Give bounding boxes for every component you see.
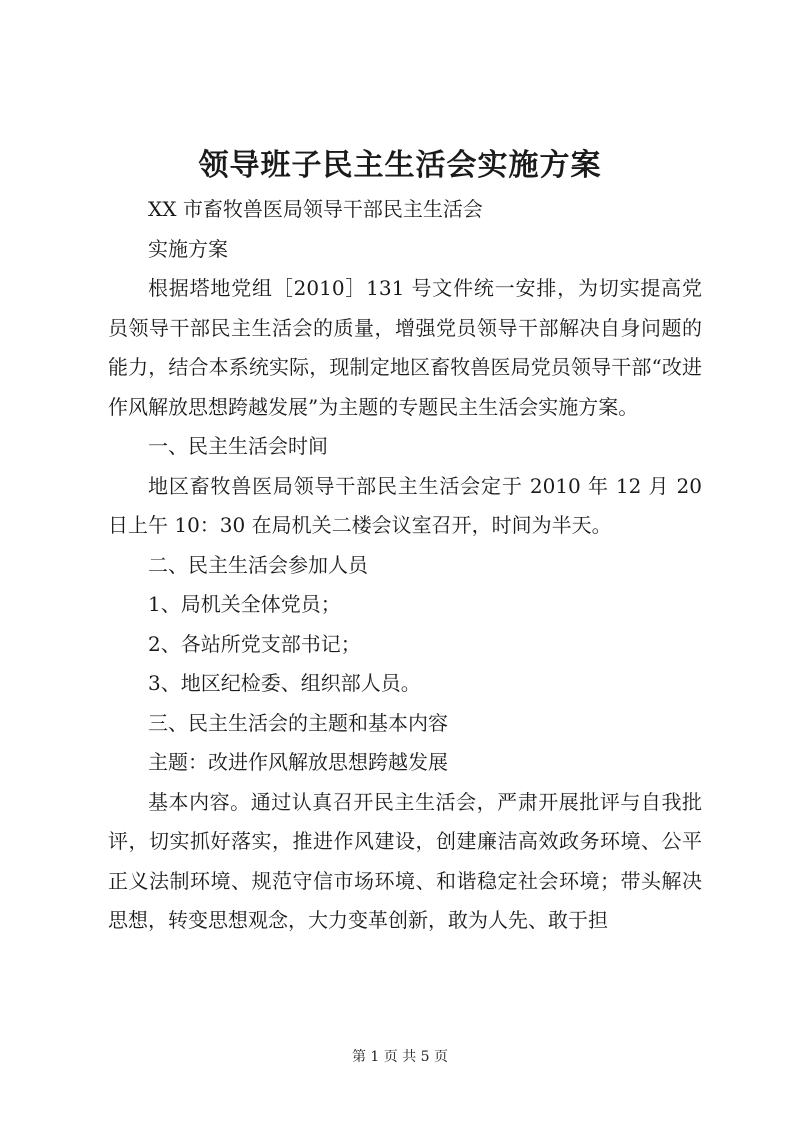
subtitle-line: 实施方案 xyxy=(148,236,228,261)
page-footer: 第 1 页 共 5 页 xyxy=(351,1049,449,1065)
list-item: 1、局机关全体党员； xyxy=(148,592,341,616)
document-title: 领导班子民主生活会实施方案 xyxy=(198,148,602,183)
list-item: 3、地区纪检委、组织部人员。 xyxy=(148,671,421,695)
list-item: 2、各站所党支部书记； xyxy=(148,631,361,656)
body-paragraph: 主题：改进作风解放思想跨越发展 xyxy=(148,750,448,774)
section-heading: 一、民主生活会时间 xyxy=(148,434,328,458)
section-heading: 三、民主生活会的主题和基本内容 xyxy=(148,710,448,735)
body-paragraph: 基本内容。通过认真召开民主生活会，严肃开展批评与自我批评，切实抓好落实，推进作风建设，创建廉洁高效政务环境、公平正义法制环境、规范守信市场环境、和谐稳定社会环境；带头解决思想，转变思想观念，大力变革创新，敢为人先、敢于担 xyxy=(108,789,702,932)
body-paragraph: 地区畜牧兽医局领导干部民主生活会定于 2010 年 12 月 20 日上午 10：30 在局机关二楼会议室召开，时间为半天。 xyxy=(108,473,702,537)
document-body xyxy=(108,190,702,941)
body-paragraph: 根据塔地党组［2010］131 号文件统一安排，为切实提高党员领导干部民主生活会的质量，增强党员领导干部解决自身问题的能力，结合本系统实际，现制定地区畜牧兽医局党员领导干部“改进作风解放思想跨越发展”为主题的专题民主生活会实施方案。 xyxy=(108,276,702,419)
subtitle-line: XX 市畜牧兽医局领导干部民主生活会 xyxy=(148,197,483,221)
section-heading: 二、民主生活会参加人员 xyxy=(148,552,368,577)
